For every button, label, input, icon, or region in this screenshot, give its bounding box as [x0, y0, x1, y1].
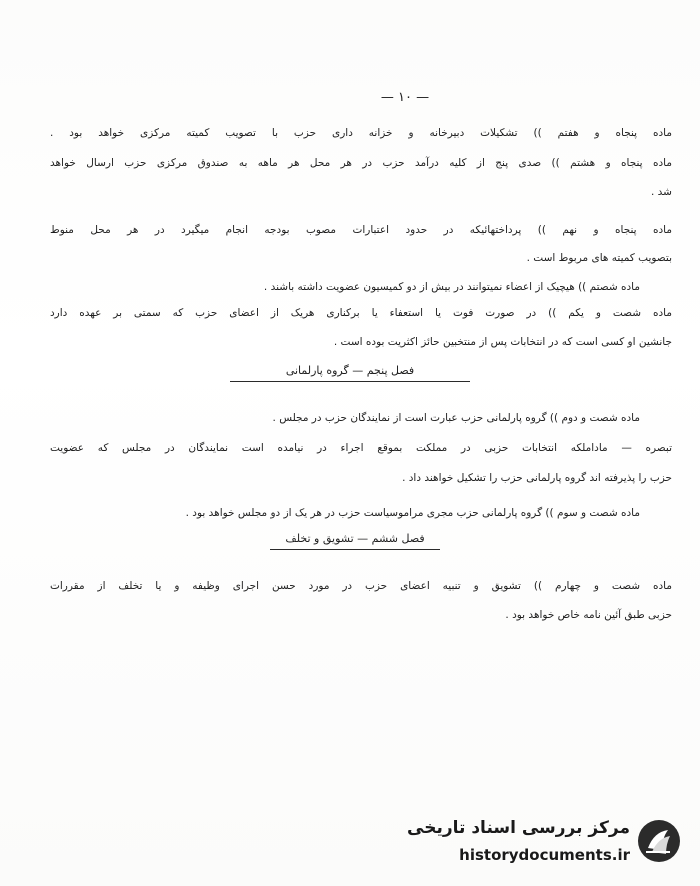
chapter-5-underline	[230, 381, 470, 382]
article-58-line-2: شد .	[651, 186, 672, 198]
article-59-line-1: ماده پنجاه و نهم )) پرداختهائیکه در حدود اعتبارات مصوب بودجه انجام میگیرد در هر محل منوط	[50, 224, 672, 236]
article-64-line-2: حزبی طبق آئین نامه خاص خواهد بود .	[505, 609, 672, 621]
book-pages-icon	[636, 818, 682, 864]
watermark-org-name: مرکز بررسی اسناد تاریخی	[407, 818, 630, 838]
watermark-url: historydocuments.ir	[459, 846, 630, 864]
chapter-6-heading	[270, 531, 440, 550]
chapter-6-heading-text: فصل ششم — تشویق و تخلف	[285, 532, 425, 545]
note-line-1: تبصره — ماداملکه انتخابات حزبی در مملکت بموقع اجراء در نیامده است نمایندگان در مجلس که عضویت	[50, 442, 672, 454]
article-63-line: ماده شصت و سوم )) گروه پارلمانی حزب مجری مراموسیاست حزب در هر یک از دو مجلس خواهد بود .	[185, 507, 640, 519]
chapter-6-underline	[270, 549, 440, 550]
note-line-2: حزب را پذیرفته اند گروه پارلمانی حزب را تشکیل خواهند داد .	[402, 472, 672, 484]
page-number: — ۱۰ —	[380, 90, 430, 105]
article-60-line: ماده شصتم )) هیچیک از اعضاء نمیتوانند در بیش از دو کمیسیون عضویت داشته باشند .	[263, 281, 640, 293]
chapter-5-heading	[230, 363, 470, 382]
watermark	[392, 814, 682, 874]
article-61-line-2: جانشین او کسی است که در انتخابات پس از منتخبین حائز اکثریت بوده است .	[333, 336, 672, 348]
article-57-line: ماده پنجاه و هفتم )) تشکیلات دبیرخانه و خزانه داری حزب با تصویب کمیته مرکزی خواهد بود .	[50, 127, 672, 139]
article-64-line-1: ماده شصت و چهارم )) تشویق و تنبیه اعضای حزب در مورد حسن اجرای وظیفه و یا تخلف از مقررات	[50, 580, 672, 592]
article-61-line-1: ماده شصت و یکم )) در صورت فوت یا استعفاء یا برکناری هریک از اعضای حزب که سمتی بر عهده دارد	[50, 307, 672, 319]
article-59-line-2: بتصویب کمیته های مربوط است .	[526, 252, 672, 264]
chapter-5-heading-text: فصل پنجم — گروه پارلمانی	[285, 364, 415, 377]
article-62-line: ماده شصت و دوم )) گروه پارلمانی حزب عبارت است از نمایندگان حزب در مجلس .	[272, 412, 640, 424]
article-58-line-1: ماده پنجاه و هشتم )) صدی پنج از کلیه درآمد حزب در هر محل هر ماهه به صندوق مرکزی حزب ارسال خواهد	[50, 157, 672, 169]
